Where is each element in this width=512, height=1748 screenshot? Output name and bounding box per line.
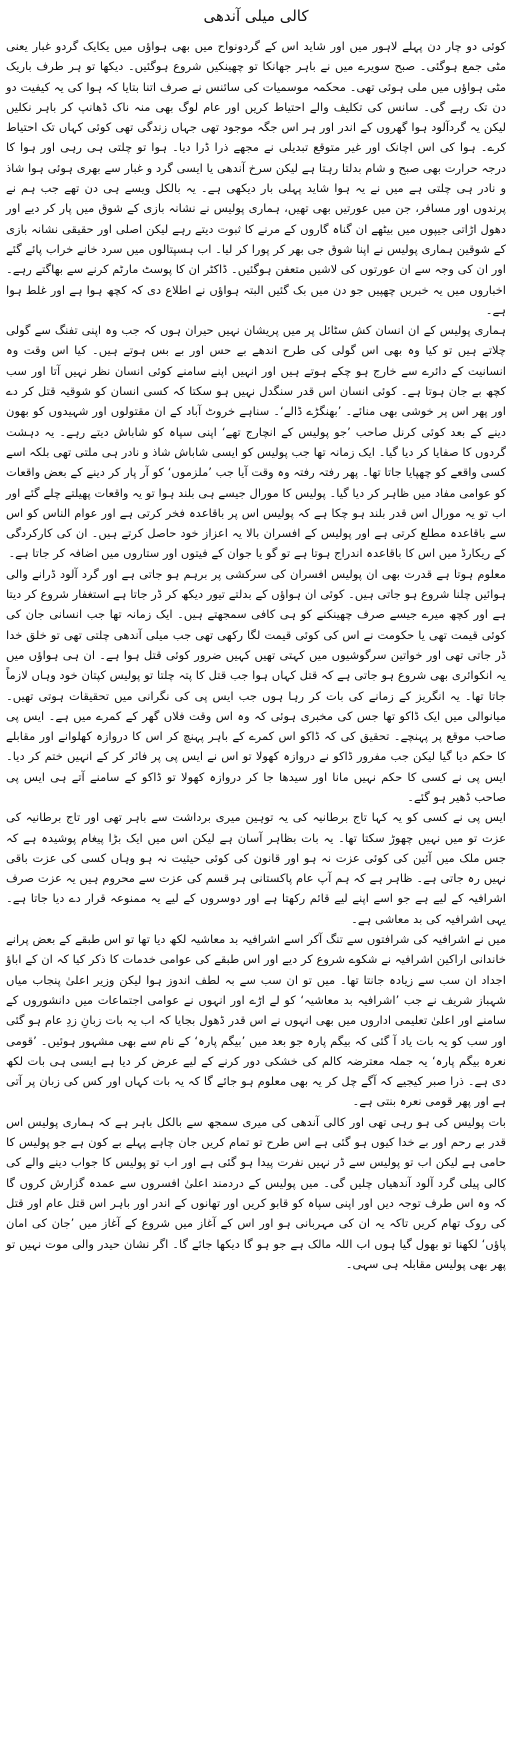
article-paragraph: معلوم ہوتا ہے قدرت بھی ان پولیس افسران کی سرکشی پر برہم ہو جاتی ہے اور گرد آلود ڈرانے والی ہوائیں چلنا شروع ہو جاتی ہیں۔ کوئی ان ہواؤں کے بدلتے تیور دیکھ کر ڈر جاتا ہے استغفار شروع کر دیتا ہے اور کچھ میرے جیسے صرف چھینکنے کو ہی کافی سمجھتے ہیں۔ ایک زمانہ تھا جب انسانی جان کی کوئی قیمت تھی یا حکومت نے اس کی کوئی قیمت لگا رکھی تھی جب میلی آندھی چلتی تھی تو خلق خدا ڈر جاتی تھی اور خواتین سرگوشیوں میں کہتی تھیں کہیں ضرور کوئی قتل ہوا ہے۔ ان ہی ہواؤں میں یہ انکوائری بھی شروع ہو جاتی ہے کہ قتل کہاں ہوا جب قتل کا پتہ چلتا تو پولیس کپتان خود وہاں لازماً جاتا تھا۔ یہ انگریز کے زمانے کی بات کر رہا ہوں جب ایس پی کی نگرانی میں تحقیقات ہوتی تھیں۔ میانوالی میں ایک ڈاکو تھا جس کی مخبری ہوئی کہ وہ اس وقت فلاں گھر کے کمرے میں ہے۔ ایس پی صاحب موقع پر پہنچے۔ تحقیق کی کہ ڈاکو اس کمرے کے باہر پہنچ کر اس کا دروازہ کھلوانے اور مقابلے کا حکم دیا گیا لیکن جب مفرور ڈاکو نے دروازہ کھولا تو اس نے ایس پی پر فائر کر کے انہیں ختم کر دیا۔ ایس پی نے کسی کا حکم نہیں مانا اور سیدھا جا کر دروازہ کھولا تو ڈاکو کے سامنے آتے ہی ایس پی صاحب ڈھیر ہو گئے۔ — [6, 566, 506, 804]
article-paragraph: بات پولیس کی ہو رہی تھی اور کالی آندھی کی میری سمجھ سے بالکل باہر ہے کہ ہماری پولیس اس قدر بے رحم اور بے خدا کیوں ہو گئی ہے اس طرح تو تمام کریں جان چاہے پہلے بے کون ہے جو پولیس کا حامی ہے لیکن اب تو پولیس سے ڈر نہیں نفرت پیدا ہو گئی ہے اور اب تو پولیس کا جواب دینے والے کی کالی پیلی گرد آلود آندھیاں چلیں گی۔ میں پولیس کے دردمند اعلیٰ افسروں سے عمدہ گزارش کروں گا کہ وہ اس طرف توجہ دیں اور اپنی سپاہ کو قابو کریں اور تھانوں کے اندر اور باہر اس قتل عام اور قتل کی روک تھام کریں تاکہ یہ ان کی مہربانی ہو اور اس کے آغاز میں شروع کے آغاز میں ’جان کی امان پاؤں‘ لکھنا تو بھول گیا ہوں اب اللہ مالک ہے جو ہو گا دیکھا جائے گا۔ اگر نشان حیدر والی موت نہیں تو پھر بھی پولیس مقابلہ ہی سہی۔ — [6, 1114, 506, 1271]
column-title: کالی میلی آندھی — [203, 7, 309, 25]
article-paragraph: میں نے اشرافیہ کی شرافتوں سے تنگ آکر اسے اشرافیہ بد معاشیہ لکھ دیا تھا تو اس طبقے کے بعض پرانے خاندانی اراکین اشرافیہ نے شکوے شروع کر دیے اور اس طبقے کی عوامی خدمات کا ذکر کیا کہ ان کے اباؤ اجداد ان سب سے زیادہ جانتا تھا۔ میں تو ان سب سے بہ لطف اندوز ہوا لیکن وزیر اعلیٰ پنجاب میاں شہباز شریف نے جب ’اشرافیہ بد معاشیہ‘ کو لے اڑے اور انہوں نے عوامی اجتماعات میں دانشوروں کے سامنے اور اعلیٰ تعلیمی اداروں میں بھی انہوں نے اس قدر ڈھول بجایا کہ اب یہ بات زبانِ زدِ عام ہو گئی اور سب کو یہ بات یاد آ گئی کہ بیگم پارہ جو بعد میں ’بیگم پارہ‘ کے نام سے بھی مشہور ہوئیں۔ ’قومی نعرہ بیگم پارہ‘ یہ جملہ معترضہ کالم کی خشکی دور کرنے کے لیے عرض کر دیا ہے ایسی ہی بات لکھ دی ہے۔ ذرا صبر کیجیے کہ آگے چل کر یہ بھی معلوم ہو جائے گا کہ یہ بات کہاں اور کس کی زبان پر آتی ہے اور پھر قومی نعرہ بنتی ہے۔ — [6, 932, 506, 1109]
article-paragraph: کوئی دو چار دن پہلے لاہور میں اور شاید اس کے گردونواح میں بھی ہواؤں میں یکایک گردو غبار یعنی مٹی جمع ہوگئی۔ صبح سویرے میں نے باہر جھانکا تو چھینکیں شروع ہوگئیں۔ دیکھا تو ہر طرف باریک مٹی ہواؤں میں ملی ہوئی تھی۔ محکمہ موسمیات کی سائنس نے صرف اتنا بتایا کہ ہوا کی یہ کیفیت دو دن تک رہے گی۔ سانس کی تکلیف والے احتیاط کریں اور عام لوگ بھی منہ ناک ڈھانپ کر باہر نکلیں لیکن یہ گردآلود ہوا گھروں کے اندر اور ہر اس جگہ موجود تھی جہاں زندگی تھی کوئی کہاں تک احتیاط کرے۔ ہوا کی اس اچانک اور غیر متوقع تبدیلی نے مجھے ذرا ڈرا دیا۔ ہوا تو چلتی ہی رہی اور ہوا کا درجہ حرارت بھی صبح و شام بدلتا رہتا ہے لیکن سرخ آندھی یا ایسی گرد و غبار سے بھری ہوئی ہوا شاذ و نادر ہی چلتی ہے میں نے یہ ہوا شاید پہلی بار دیکھی ہے۔ یہ بالکل ویسے ہی دن تھے جب ہم نے پرندوں اور مسافر، جن میں عورتیں بھی تھیں، ہماری پولیس نے نشانہ بازی کے شوق میں پار کر دیے اور دھول اڑاتی جیپوں میں بیٹھے ان گناہ گاروں کے مرنے کا ثبوت دیتے رہے لیکن اصلی اور حقیقی نشانہ بازی کے شوقین ہماری پولیس نے اپنا شوق جی بھر کر پورا کر لیا۔ اب ہسپتالوں میں سرد خانے خراب پائے گئے اور ان کی وجہ سے ان عورتوں کی لاشیں متعفن ہوگئیں۔ ڈاکٹر ان کا پوسٹ مارٹم کرنے سے بھاگتے رہے۔ اخباروں میں یہ خبریں چھپیں جو دن میں بک گئیں البتہ ہواؤں نے اطلاع دی کہ کچھ ہوا ہے اور غلط ہوا ہے۔ — [6, 39, 506, 317]
article-paragraph: ایس پی نے کسی کو یہ کہا تاج برطانیہ کی یہ توہین میری برداشت سے باہر تھی اور تاج برطانیہ کی عزت تو میں نہیں چھوڑ سکتا تھا۔ یہ بات بظاہر آسان ہے لیکن اس میں ایک بڑا پیغام پوشیدہ ہے کہ جس ملک میں آئین کی کوئی عزت نہ ہو اور قانون کی کوئی حیثیت نہ ہو وہاں کسی کی عزت باقی نہیں رہ جاتی ہے۔ ظاہر ہے کہ ہم آپ عام پاکستانی ہر قسم کی عزت سے محروم ہیں یہ عزت صرف اشرافیہ کے لیے ہے جو اسے اپنے لیے قائم رکھتا ہے اور دوسروں کے لیے یہ ممنوعہ قرار دے دیا جاتا ہے۔ یہی اشرافیہ کی بد معاشی ہے۔ — [6, 810, 506, 926]
article-paragraph: ہماری پولیس کے ان انسان کش سٹائل پر میں پریشان نہیں حیران ہوں کہ جب وہ اپنی تفنگ سے گولی چلاتے ہیں تو کیا وہ بھی اس گولی کی طرح اندھے بے حس اور بے بس ہوتے ہیں۔ کیا اس وقت وہ انسانیت کے دائرے سے خارج ہو چکے ہوتے ہیں اور انہیں اپنے سامنے کوئی انسان نظر نہیں آتا اور سب کچھ بے جان ہوتا ہے۔ کوئی انسان اس قدر سنگدل نہیں ہو سکتا کہ کسی انسان کو شوقیہ قتل کر دے اور پھر اس پر خوشی بھی منائے۔ ’بھنگڑے ڈالے‘۔ سناہے خروٹ آباد کے ان مقتولوں اور شہیدوں کو بھون دینے کے بعد کوئی کرنل صاحب ’جو پولیس کے انچارج تھے‘ اپنی سپاہ کو شاباش دیتے رہے۔ یہ دہشت گردوں کا صفایا کر دیا گیا۔ ایک زمانہ تھا جب پولیس کو ایسی شاباش شاذ و نادر ہی ملتی تھی بلکہ اسے کسی واقعے کو چھپایا جاتا تھا۔ پھر رفتہ رفتہ وہ وقت آیا جب ’ملزموں‘ کو آر پار کر دینے کے بعض واقعات کو عوامی مفاد میں ظاہر کر دیا گیا۔ پولیس کا مورال جیسے ہی بلند ہوا تو یہ واقعات پھیلتے چلے گئے اور اب تو یہ مورال اس قدر بلند ہو چکا ہے کہ پولیس اس پر باقاعدہ فخر کرتی ہے اور عوام الناس کو اس سے باقاعدہ مطلع کرتی ہے اور پولیس کے افسران بالا یہ اعزاز خود حاصل کرتے ہیں۔ ان کی کارکردگی کے ریکارڈ میں اس کا باقاعدہ اندراج ہوتا ہے تو گو یا جوان کے فیتوں اور ستاروں میں اضافہ کر جاتا ہے۔ — [6, 323, 506, 561]
